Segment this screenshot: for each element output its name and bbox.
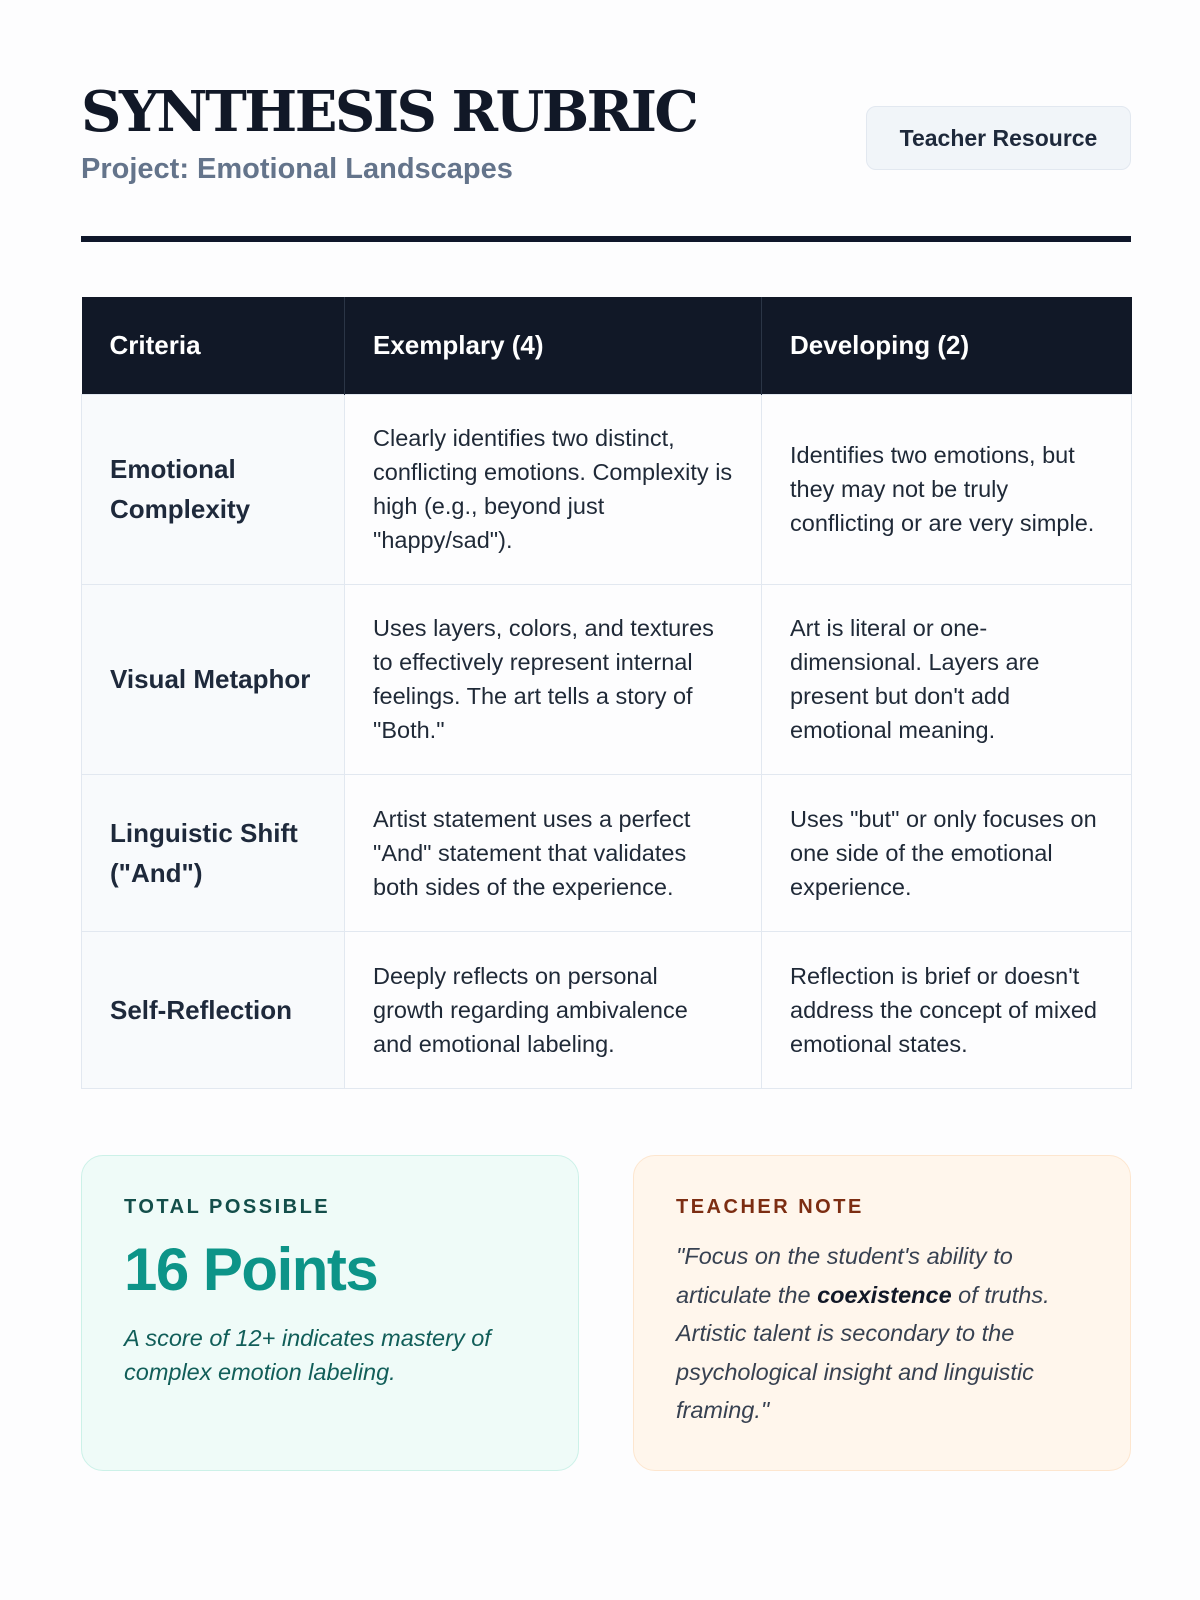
developing-cell: Uses "but" or only focuses on one side of the emotional experience. bbox=[762, 774, 1132, 931]
header bbox=[81, 0, 1131, 243]
total-points: 16 Points bbox=[124, 1236, 378, 1303]
column-header-exemplary: Exemplary (4) bbox=[345, 297, 762, 394]
exemplary-cell: Deeply reflects on personal growth regarding ambivalence and emotional labeling. bbox=[345, 931, 762, 1088]
teacher-resource-badge: Teacher Resource bbox=[866, 106, 1131, 170]
developing-cell: Identifies two emotions, but they may not be truly conflicting or are very simple. bbox=[762, 394, 1132, 584]
exemplary-cell: Uses layers, colors, and textures to effectively represent internal feelings. The art tells a story of "Both." bbox=[345, 584, 762, 774]
exemplary-cell: Artist statement uses a perfect "And" statement that validates both sides of the experience. bbox=[345, 774, 762, 931]
table-row bbox=[82, 931, 1132, 1088]
column-header-criteria: Criteria bbox=[82, 297, 345, 394]
criteria-cell: Linguistic Shift ("And") bbox=[82, 774, 345, 931]
criteria-cell: Self-Reflection bbox=[82, 931, 345, 1088]
table-row bbox=[82, 774, 1132, 931]
teacher-note-label: TEACHER NOTE bbox=[676, 1196, 864, 1218]
table-row bbox=[82, 584, 1132, 774]
note-text-start: "Focus on the student's ability to articulate the bbox=[676, 1243, 1013, 1308]
column-header-developing: Developing (2) bbox=[762, 297, 1132, 394]
developing-cell: Reflection is brief or doesn't address the concept of mixed emotional states. bbox=[762, 931, 1132, 1088]
rubric-page bbox=[81, 0, 1131, 1423]
criteria-cell: Emotional Complexity bbox=[82, 394, 345, 584]
total-possible-label: TOTAL POSSIBLE bbox=[124, 1196, 331, 1218]
table-row bbox=[82, 394, 1132, 584]
note-emphasis: coexistence bbox=[817, 1281, 952, 1308]
rubric-table bbox=[81, 297, 1132, 1089]
teacher-note-text bbox=[676, 1237, 1088, 1430]
exemplary-cell: Clearly identifies two distinct, conflicting emotions. Complexity is high (e.g., beyond just "happy/sad"). bbox=[345, 394, 762, 584]
developing-cell: Art is literal or one-dimensional. Layers are present but don't add emotional meaning. bbox=[762, 584, 1132, 774]
mastery-description: A score of 12+ indicates mastery of complex emotion labeling. bbox=[124, 1325, 491, 1385]
total-possible-card bbox=[81, 1155, 579, 1471]
teacher-note-card bbox=[633, 1155, 1131, 1471]
page-title: SYNTHESIS RUBRIC bbox=[81, 79, 697, 145]
header-divider bbox=[81, 236, 1131, 242]
summary-cards bbox=[81, 1155, 1131, 1471]
criteria-cell: Visual Metaphor bbox=[82, 584, 345, 774]
project-subtitle: Project: Emotional Landscapes bbox=[81, 153, 513, 185]
table-header-row bbox=[82, 297, 1132, 394]
note-text-end: of truths. Artistic talent is secondary to the psychological insight and linguistic framing." bbox=[676, 1281, 1050, 1423]
